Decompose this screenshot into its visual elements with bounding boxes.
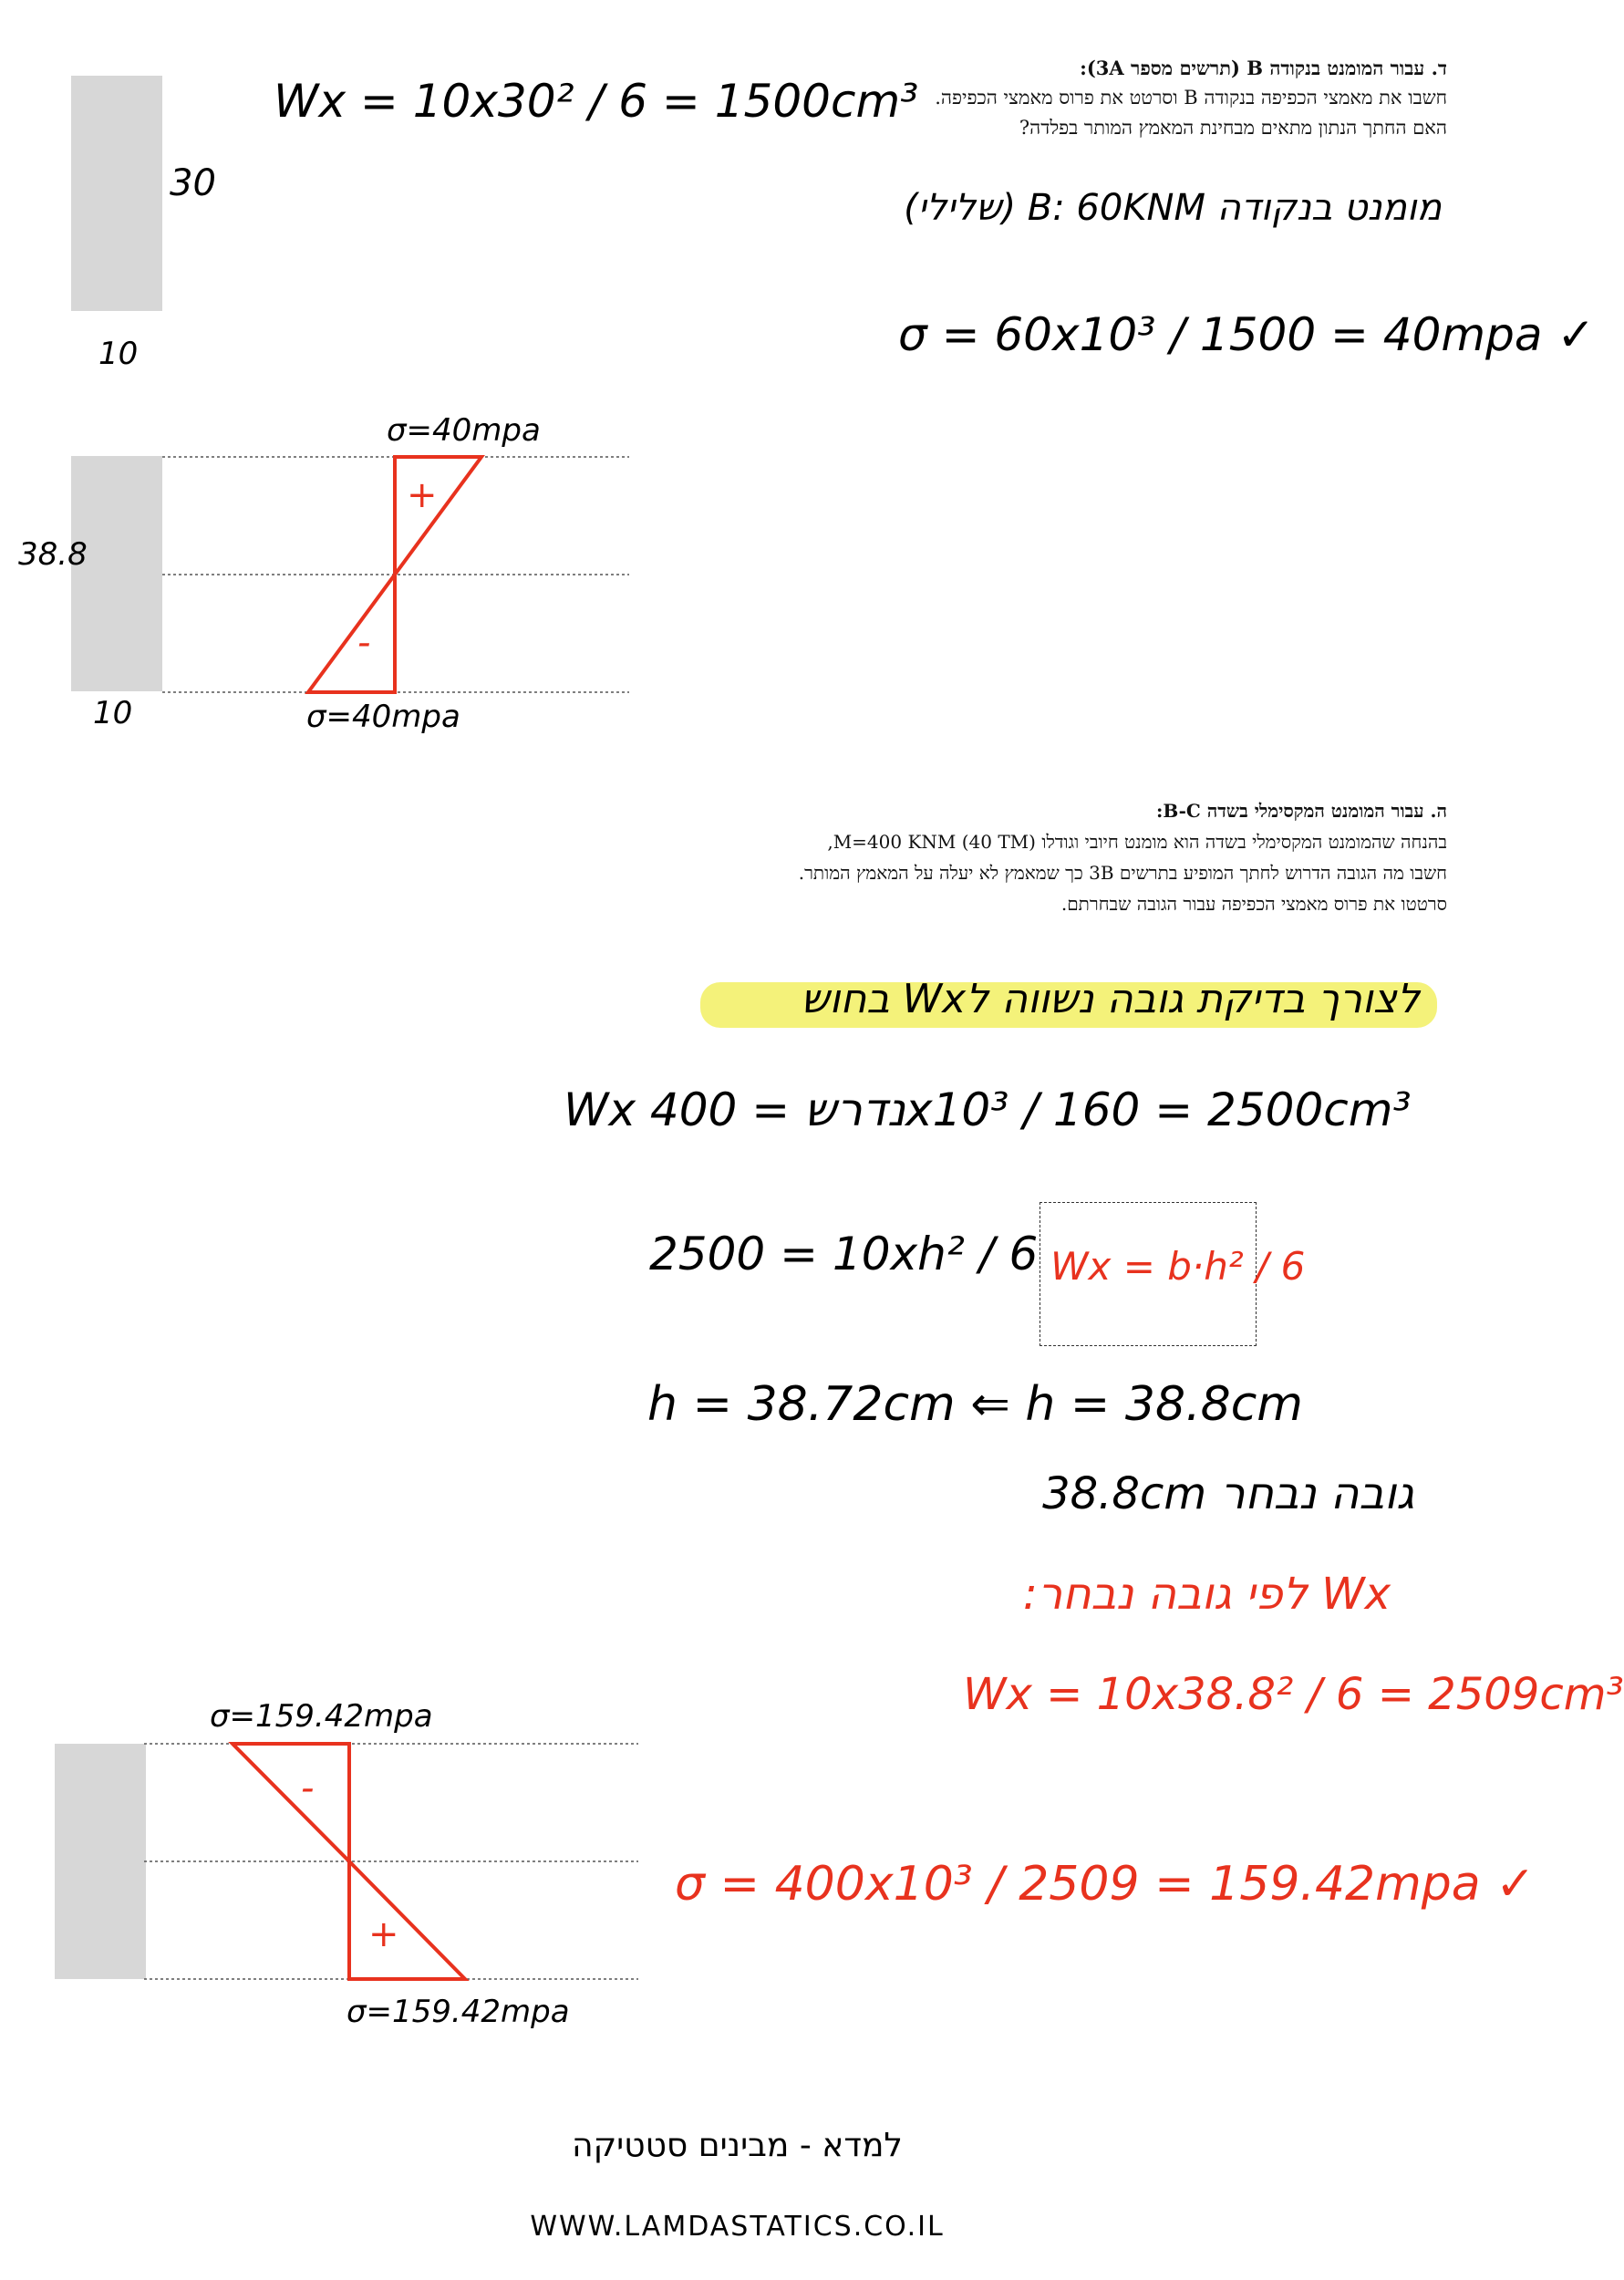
diagram-bottom-label-h: σ=159.42mpa — [347, 1994, 570, 2030]
dim-height-label: 30 — [170, 162, 216, 204]
moment-note: מומנט בנקודה B: 60KNM (שלילי) — [904, 187, 1442, 229]
height-result: h = 38.72cm ⇐ h = 38.8cm — [647, 1377, 1303, 1432]
height-choice: גובה נבחר 38.8cm — [1042, 1468, 1414, 1519]
section-h-line-1: בהנחה שהמומנט המקסימלי בשדה הוא מומנט חיובי וגודלו M=400 KNM (40 TM), — [827, 831, 1447, 853]
red-stress: σ = 400x10³ / 2509 = 159.42mpa ✓ — [675, 1857, 1536, 1912]
section-h-question — [626, 795, 1447, 919]
sign-minus-h: - — [301, 1767, 315, 1809]
cross-section-3a — [71, 76, 162, 311]
stress-diagram-d — [155, 451, 638, 698]
diagram-section-d — [71, 456, 162, 691]
section-d-line-2: האם החתך הנתון מתאים מבחינת המאמץ המותר בפלדה? — [1019, 117, 1447, 139]
diagram-width-label-d: 10 — [93, 695, 133, 731]
section-d-line-1: חשבו את מאמצי הכפיפה בנקודה B וסרטט את פרוס מאמצי הכפיפה. — [935, 87, 1447, 109]
highlight-note: לצורך בדיקת גובה נשווה לWx בחוש — [801, 976, 1420, 1022]
section-h-line-2: חשבו מה הגובה הדרוש לחתך המופיע בתרשים 3B כך שמאמץ לא יעלה על המאמץ המותר. — [798, 862, 1447, 884]
red-heading: Wx לפי גובה נבחר: — [1022, 1569, 1391, 1620]
sign-plus-h: + — [368, 1913, 399, 1955]
stress-calc-d: σ = 60x10³ / 1500 = 40mpa ✓ — [898, 308, 1596, 361]
section-h-heading: ה. עבור המומנט המקסימלי בשדה B-C: — [1155, 800, 1447, 822]
stress-triangle-bottom — [349, 1861, 465, 1979]
height-equation: 2500 = 10xh² / 6 — [649, 1228, 1039, 1280]
stress-triangle-bottom — [308, 575, 395, 692]
formula-box-text: Wx = b·h² / 6 — [1050, 1244, 1306, 1289]
wx-required: Wx נדרש = 400x10³ / 160 = 2500cm³ — [564, 1083, 1412, 1136]
sign-minus-d: - — [357, 622, 371, 664]
red-wx: Wx = 10x38.8² / 6 = 2509cm³ — [963, 1669, 1624, 1720]
diagram-height-label-d: 38.8 — [18, 536, 88, 573]
diagram-top-label-h: σ=159.42mpa — [210, 1698, 433, 1735]
sign-plus-d: + — [407, 474, 438, 516]
dim-width-label: 10 — [98, 336, 139, 372]
diagram-top-label-d: σ=40mpa — [387, 412, 541, 449]
diagram-section-h — [55, 1744, 146, 1979]
footer-url[interactable]: WWW.LAMDASTATICS.CO.IL — [530, 2211, 945, 2243]
stress-triangle-top — [233, 1744, 349, 1861]
section-d-heading: ד. עבור המומנט בנקודה B (תרשים מספר 3A): — [1080, 57, 1447, 79]
wx-formula: Wx = 10x30² / 6 = 1500cm³ — [274, 75, 919, 128]
footer-title: למדא - מבינים סטטיקה — [572, 2127, 903, 2164]
section-h-line-3: סרטטו את פרוס מאמצי הכפיפה עבור הגובה שבחרתם. — [1060, 893, 1447, 915]
diagram-bottom-label-d: σ=40mpa — [306, 699, 460, 735]
